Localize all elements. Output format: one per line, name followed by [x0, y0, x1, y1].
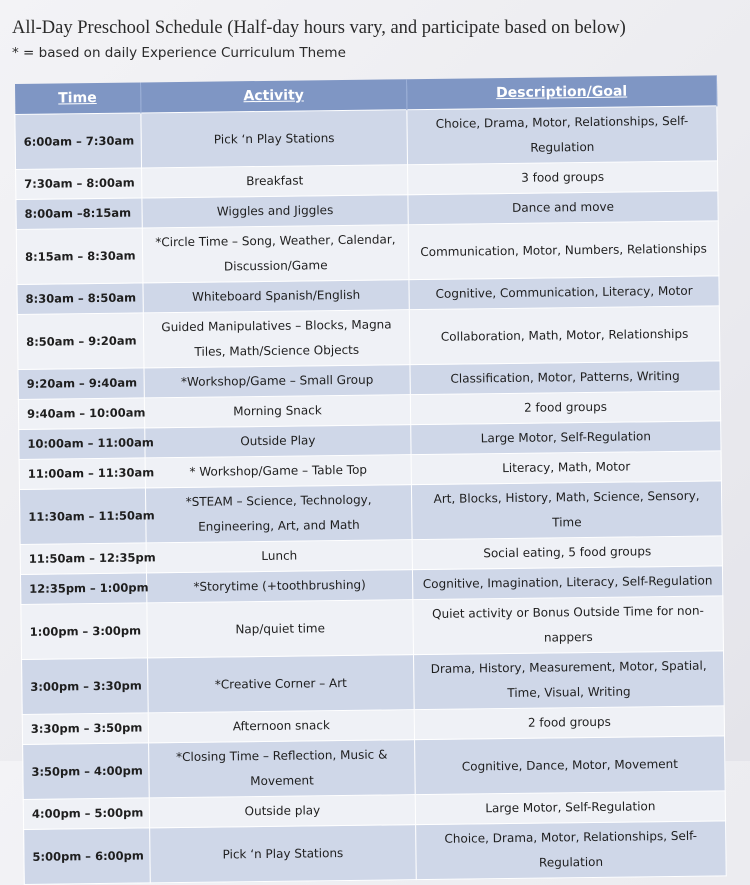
activity-cell: *Closing Time – Reflection, Music & Movement	[149, 740, 416, 798]
time-cell: 11:00am – 11:30am	[19, 458, 145, 490]
description-cell: Cognitive, Dance, Motor, Movement	[415, 736, 726, 795]
time-cell: 5:00pm – 6:00pm	[24, 828, 151, 885]
description-cell: Communication, Motor, Numbers, Relationships	[408, 221, 719, 280]
description-cell: Large Motor, Self-Regulation	[411, 421, 721, 455]
time-cell: 9:20am – 9:40am	[18, 368, 144, 400]
activity-cell: Whiteboard Spanish/English	[143, 280, 409, 313]
description-cell: Large Motor, Self-Regulation	[415, 791, 725, 825]
time-cell: 4:00pm – 5:00pm	[23, 798, 149, 830]
description-cell: Drama, History, Measurement, Motor, Spatial, Time, Visual, Writing	[414, 651, 725, 710]
time-cell: 1:00pm – 3:00pm	[21, 603, 148, 660]
description-cell: Collaboration, Math, Motor, Relationships	[409, 306, 720, 365]
description-cell: Art, Blocks, History, Math, Science, Sensory, Time	[411, 481, 722, 540]
time-cell: 6:00am – 7:30am	[15, 113, 142, 170]
activity-cell: Morning Snack	[144, 395, 410, 428]
time-cell: 8:15am – 8:30am	[16, 228, 143, 285]
page-subtitle: * = based on daily Experience Curriculum Theme	[12, 45, 346, 61]
description-cell: Dance and move	[408, 191, 718, 225]
time-cell: 11:50am – 12:35pm	[20, 543, 146, 575]
description-cell: Classification, Motor, Patterns, Writing	[410, 361, 720, 395]
activity-cell: * Workshop/Game – Table Top	[145, 455, 411, 488]
description-cell: Choice, Drama, Motor, Relationships, Self-Regulation	[407, 106, 718, 165]
table-row	[23, 736, 726, 800]
activity-cell: Pick ‘n Play Stations	[141, 110, 408, 168]
activity-cell: Wiggles and Jiggles	[142, 195, 408, 228]
activity-cell: *STEAM – Science, Technology, Engineering, Art, and Math	[145, 485, 412, 543]
time-cell: 12:35pm – 1:00pm	[20, 573, 146, 605]
activity-cell: Nap/quiet time	[147, 600, 414, 658]
time-cell: 8:50am – 9:20am	[17, 313, 144, 370]
time-cell: 3:50pm – 4:00pm	[23, 743, 150, 800]
description-cell: Cognitive, Imagination, Literacy, Self-Regulation	[412, 566, 722, 600]
column-header-time: Time	[14, 82, 140, 114]
activity-cell: Outside Play	[145, 425, 411, 458]
schedule-body	[15, 106, 726, 885]
time-cell: 8:00am –8:15am	[16, 198, 142, 230]
description-cell: Literacy, Math, Motor	[411, 451, 721, 485]
time-cell: 9:40am – 10:00am	[18, 398, 144, 430]
time-cell: 10:00am – 11:00am	[19, 428, 145, 460]
table-row	[16, 221, 719, 285]
description-cell: Quiet activity or Bonus Outside Time for non-nappers	[413, 596, 724, 655]
activity-cell: Outside play	[149, 795, 415, 828]
description-cell: 3 food groups	[408, 161, 718, 195]
description-cell: 2 food groups	[414, 706, 724, 740]
schedule-table	[14, 75, 727, 885]
time-cell: 3:00pm – 3:30pm	[22, 658, 149, 715]
time-cell: 3:30pm – 3:50pm	[22, 713, 148, 745]
table-row	[24, 821, 727, 885]
description-cell: Social eating, 5 food groups	[412, 536, 722, 570]
activity-cell: *Storytime (+toothbrushing)	[146, 570, 412, 603]
activity-cell: Lunch	[146, 540, 412, 573]
time-cell: 8:30am – 8:50am	[17, 283, 143, 315]
table-row	[21, 596, 724, 660]
activity-cell: Guided Manipulatives – Blocks, Magna Tiles, Math/Science Objects	[143, 310, 410, 368]
activity-cell: *Creative Corner – Art	[148, 655, 415, 713]
description-cell: Choice, Drama, Motor, Relationships, Self-Regulation	[416, 821, 727, 880]
table-row	[15, 106, 718, 170]
activity-cell: Pick ‘n Play Stations	[150, 825, 417, 883]
description-cell: Cognitive, Communication, Literacy, Motor	[409, 276, 719, 310]
schedule-table-container	[14, 75, 726, 885]
column-header-activity: Activity	[140, 79, 406, 113]
time-cell: 11:30am – 11:50am	[19, 488, 146, 545]
activity-cell: Afternoon snack	[148, 710, 414, 743]
activity-cell: *Circle Time – Song, Weather, Calendar, Discussion/Game	[142, 225, 409, 283]
page-title: All-Day Preschool Schedule (Half-day hours vary, and participate based on below)	[12, 18, 626, 38]
time-cell: 7:30am – 8:00am	[16, 168, 142, 200]
activity-cell: Breakfast	[142, 165, 408, 198]
activity-cell: *Workshop/Game – Small Group	[144, 365, 410, 398]
table-row	[19, 481, 722, 545]
description-cell: 2 food groups	[410, 391, 720, 425]
column-header-description: Description/Goal	[406, 75, 716, 109]
table-row	[22, 651, 725, 715]
table-row	[17, 306, 720, 370]
